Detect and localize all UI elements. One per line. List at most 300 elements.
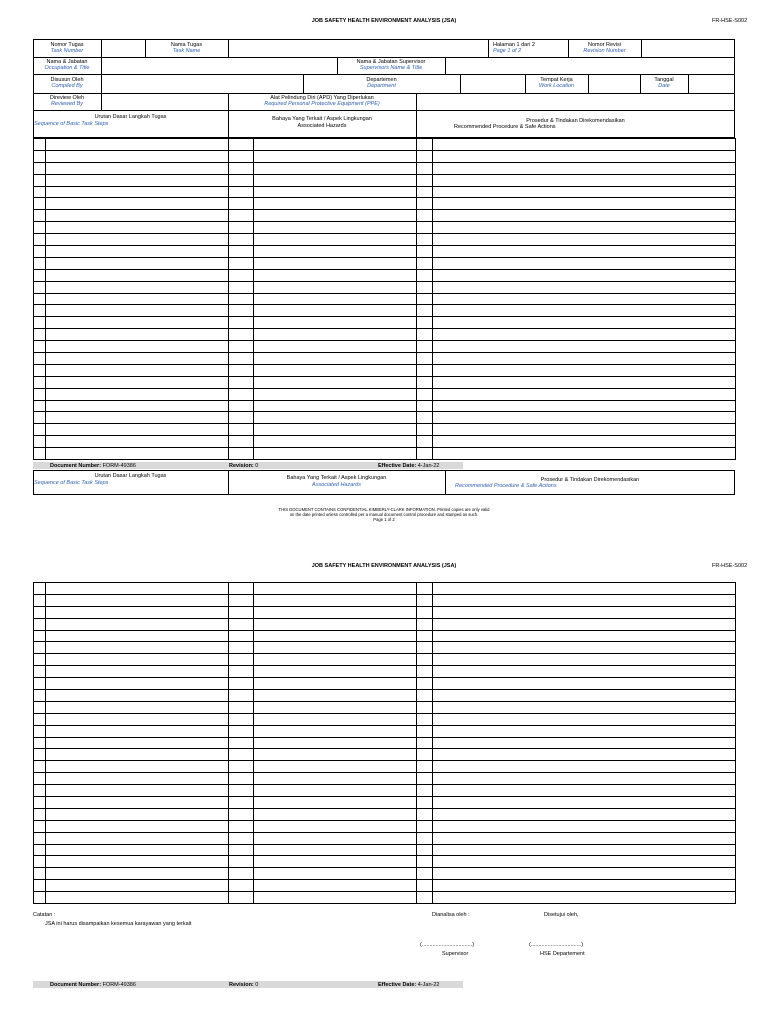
- table-cell[interactable]: [417, 139, 433, 151]
- table-cell[interactable]: [254, 642, 417, 654]
- table-cell[interactable]: [229, 174, 254, 186]
- table-cell[interactable]: [417, 341, 433, 353]
- table-cell[interactable]: [433, 376, 736, 388]
- table-cell[interactable]: [417, 162, 433, 174]
- table-cell[interactable]: [254, 317, 417, 329]
- table-cell[interactable]: [433, 856, 736, 868]
- table-cell[interactable]: [254, 186, 417, 198]
- table-cell[interactable]: [229, 654, 254, 666]
- table-cell[interactable]: [46, 353, 229, 365]
- table-cell[interactable]: [433, 174, 736, 186]
- table-cell[interactable]: [433, 690, 736, 702]
- table-cell[interactable]: [254, 198, 417, 210]
- table-cell[interactable]: [229, 832, 254, 844]
- table-cell[interactable]: [433, 797, 736, 809]
- table-cell[interactable]: [34, 654, 46, 666]
- table-cell[interactable]: [417, 281, 433, 293]
- table-cell[interactable]: [229, 246, 254, 258]
- table-cell[interactable]: [229, 162, 254, 174]
- table-cell[interactable]: [46, 388, 229, 400]
- table-cell[interactable]: [417, 186, 433, 198]
- table-cell[interactable]: [46, 583, 229, 595]
- table-cell[interactable]: [254, 678, 417, 690]
- table-cell[interactable]: [34, 630, 46, 642]
- table-cell[interactable]: [254, 305, 417, 317]
- table-cell[interactable]: [254, 773, 417, 785]
- table-cell[interactable]: [229, 868, 254, 880]
- table-cell[interactable]: [229, 364, 254, 376]
- table-cell[interactable]: [34, 797, 46, 809]
- table-cell[interactable]: [254, 174, 417, 186]
- supervisor-field[interactable]: [446, 58, 734, 73]
- table-cell[interactable]: [254, 281, 417, 293]
- table-cell[interactable]: [417, 701, 433, 713]
- table-cell[interactable]: [417, 797, 433, 809]
- table-cell[interactable]: [254, 761, 417, 773]
- table-cell[interactable]: [254, 353, 417, 365]
- table-cell[interactable]: [417, 400, 433, 412]
- table-cell[interactable]: [46, 880, 229, 892]
- table-cell[interactable]: [46, 618, 229, 630]
- table-cell[interactable]: [254, 329, 417, 341]
- table-cell[interactable]: [254, 749, 417, 761]
- table-cell[interactable]: [34, 690, 46, 702]
- table-cell[interactable]: [433, 701, 736, 713]
- table-cell[interactable]: [46, 654, 229, 666]
- table-cell[interactable]: [46, 424, 229, 436]
- table-cell[interactable]: [229, 198, 254, 210]
- location-field[interactable]: [589, 75, 639, 92]
- table-cell[interactable]: [34, 642, 46, 654]
- table-cell[interactable]: [417, 761, 433, 773]
- table-cell[interactable]: [254, 606, 417, 618]
- table-cell[interactable]: [433, 654, 736, 666]
- table-cell[interactable]: [417, 654, 433, 666]
- table-cell[interactable]: [433, 317, 736, 329]
- table-cell[interactable]: [417, 257, 433, 269]
- table-cell[interactable]: [46, 376, 229, 388]
- table-cell[interactable]: [417, 868, 433, 880]
- table-cell[interactable]: [433, 186, 736, 198]
- table-cell[interactable]: [34, 317, 46, 329]
- table-cell[interactable]: [417, 892, 433, 904]
- table-cell[interactable]: [34, 868, 46, 880]
- table-cell[interactable]: [229, 773, 254, 785]
- table-cell[interactable]: [46, 737, 229, 749]
- table-cell[interactable]: [229, 642, 254, 654]
- table-cell[interactable]: [417, 808, 433, 820]
- task-name-field[interactable]: [229, 40, 487, 56]
- table-cell[interactable]: [229, 606, 254, 618]
- table-cell[interactable]: [229, 749, 254, 761]
- table-cell[interactable]: [433, 234, 736, 246]
- table-cell[interactable]: [254, 388, 417, 400]
- table-cell[interactable]: [46, 594, 229, 606]
- table-cell[interactable]: [34, 583, 46, 595]
- table-cell[interactable]: [433, 892, 736, 904]
- table-cell[interactable]: [229, 388, 254, 400]
- table-cell[interactable]: [34, 198, 46, 210]
- table-cell[interactable]: [34, 400, 46, 412]
- table-cell[interactable]: [229, 341, 254, 353]
- reviewed-field[interactable]: [102, 94, 227, 109]
- table-cell[interactable]: [417, 448, 433, 460]
- table-cell[interactable]: [417, 725, 433, 737]
- table-cell[interactable]: [254, 666, 417, 678]
- table-cell[interactable]: [417, 690, 433, 702]
- table-cell[interactable]: [254, 139, 417, 151]
- table-cell[interactable]: [433, 162, 736, 174]
- table-cell[interactable]: [34, 412, 46, 424]
- table-cell[interactable]: [46, 257, 229, 269]
- table-cell[interactable]: [433, 329, 736, 341]
- table-cell[interactable]: [46, 317, 229, 329]
- table-cell[interactable]: [229, 293, 254, 305]
- table-cell[interactable]: [34, 424, 46, 436]
- table-cell[interactable]: [46, 210, 229, 222]
- table-cell[interactable]: [254, 880, 417, 892]
- table-cell[interactable]: [34, 701, 46, 713]
- table-cell[interactable]: [46, 832, 229, 844]
- table-cell[interactable]: [254, 701, 417, 713]
- table-cell[interactable]: [34, 222, 46, 234]
- table-cell[interactable]: [229, 820, 254, 832]
- table-cell[interactable]: [433, 594, 736, 606]
- table-cell[interactable]: [46, 341, 229, 353]
- table-cell[interactable]: [46, 666, 229, 678]
- table-cell[interactable]: [254, 364, 417, 376]
- compiled-field[interactable]: [102, 75, 302, 92]
- table-cell[interactable]: [46, 234, 229, 246]
- table-cell[interactable]: [417, 618, 433, 630]
- table-cell[interactable]: [254, 618, 417, 630]
- table-cell[interactable]: [254, 713, 417, 725]
- table-cell[interactable]: [433, 198, 736, 210]
- table-cell[interactable]: [254, 820, 417, 832]
- table-cell[interactable]: [417, 737, 433, 749]
- table-cell[interactable]: [34, 246, 46, 258]
- table-cell[interactable]: [254, 856, 417, 868]
- table-cell[interactable]: [229, 761, 254, 773]
- table-cell[interactable]: [417, 606, 433, 618]
- table-cell[interactable]: [417, 388, 433, 400]
- table-cell[interactable]: [254, 594, 417, 606]
- table-cell[interactable]: [417, 198, 433, 210]
- table-cell[interactable]: [34, 329, 46, 341]
- table-cell[interactable]: [417, 749, 433, 761]
- table-cell[interactable]: [433, 222, 736, 234]
- table-cell[interactable]: [34, 448, 46, 460]
- table-cell[interactable]: [46, 174, 229, 186]
- table-cell[interactable]: [46, 773, 229, 785]
- table-cell[interactable]: [433, 618, 736, 630]
- table-cell[interactable]: [433, 642, 736, 654]
- table-cell[interactable]: [433, 761, 736, 773]
- table-cell[interactable]: [229, 400, 254, 412]
- table-cell[interactable]: [46, 281, 229, 293]
- table-cell[interactable]: [433, 785, 736, 797]
- table-cell[interactable]: [229, 666, 254, 678]
- table-cell[interactable]: [46, 713, 229, 725]
- table-cell[interactable]: [46, 701, 229, 713]
- table-cell[interactable]: [433, 773, 736, 785]
- table-cell[interactable]: [417, 785, 433, 797]
- table-cell[interactable]: [433, 808, 736, 820]
- table-cell[interactable]: [34, 234, 46, 246]
- table-cell[interactable]: [229, 329, 254, 341]
- table-cell[interactable]: [46, 150, 229, 162]
- table-cell[interactable]: [229, 186, 254, 198]
- table-cell[interactable]: [417, 773, 433, 785]
- table-cell[interactable]: [433, 210, 736, 222]
- table-cell[interactable]: [46, 749, 229, 761]
- table-cell[interactable]: [229, 234, 254, 246]
- hse-signature[interactable]: (.................................): [529, 942, 584, 948]
- table-cell[interactable]: [433, 388, 736, 400]
- table-cell[interactable]: [229, 785, 254, 797]
- table-cell[interactable]: [433, 583, 736, 595]
- table-cell[interactable]: [46, 198, 229, 210]
- table-cell[interactable]: [254, 257, 417, 269]
- table-cell[interactable]: [417, 150, 433, 162]
- table-cell[interactable]: [417, 317, 433, 329]
- table-cell[interactable]: [34, 737, 46, 749]
- table-cell[interactable]: [46, 797, 229, 809]
- table-cell[interactable]: [34, 376, 46, 388]
- table-cell[interactable]: [417, 234, 433, 246]
- table-cell[interactable]: [254, 293, 417, 305]
- table-cell[interactable]: [46, 436, 229, 448]
- table-cell[interactable]: [229, 856, 254, 868]
- table-cell[interactable]: [433, 269, 736, 281]
- table-cell[interactable]: [229, 305, 254, 317]
- table-cell[interactable]: [433, 353, 736, 365]
- table-cell[interactable]: [229, 448, 254, 460]
- table-cell[interactable]: [433, 139, 736, 151]
- table-cell[interactable]: [46, 868, 229, 880]
- table-cell[interactable]: [46, 162, 229, 174]
- table-cell[interactable]: [433, 293, 736, 305]
- table-cell[interactable]: [46, 808, 229, 820]
- table-cell[interactable]: [229, 678, 254, 690]
- table-cell[interactable]: [229, 376, 254, 388]
- table-cell[interactable]: [34, 761, 46, 773]
- table-cell[interactable]: [229, 713, 254, 725]
- table-cell[interactable]: [229, 150, 254, 162]
- table-cell[interactable]: [229, 583, 254, 595]
- table-cell[interactable]: [417, 424, 433, 436]
- table-cell[interactable]: [34, 388, 46, 400]
- table-cell[interactable]: [34, 257, 46, 269]
- table-cell[interactable]: [254, 341, 417, 353]
- table-cell[interactable]: [34, 892, 46, 904]
- supervisor-signature[interactable]: (.................................): [420, 942, 475, 948]
- table-cell[interactable]: [46, 293, 229, 305]
- table-cell[interactable]: [229, 618, 254, 630]
- table-cell[interactable]: [417, 174, 433, 186]
- table-cell[interactable]: [433, 606, 736, 618]
- table-cell[interactable]: [417, 630, 433, 642]
- table-cell[interactable]: [433, 725, 736, 737]
- department-field[interactable]: [461, 75, 524, 92]
- table-cell[interactable]: [433, 281, 736, 293]
- table-cell[interactable]: [229, 436, 254, 448]
- table-cell[interactable]: [229, 880, 254, 892]
- table-cell[interactable]: [46, 844, 229, 856]
- table-cell[interactable]: [229, 725, 254, 737]
- table-cell[interactable]: [433, 737, 736, 749]
- table-cell[interactable]: [417, 678, 433, 690]
- table-cell[interactable]: [46, 412, 229, 424]
- table-cell[interactable]: [34, 353, 46, 365]
- table-cell[interactable]: [46, 400, 229, 412]
- table-cell[interactable]: [417, 642, 433, 654]
- table-cell[interactable]: [34, 364, 46, 376]
- table-cell[interactable]: [254, 892, 417, 904]
- table-cell[interactable]: [46, 305, 229, 317]
- table-cell[interactable]: [34, 844, 46, 856]
- table-cell[interactable]: [34, 139, 46, 151]
- table-cell[interactable]: [229, 808, 254, 820]
- table-cell[interactable]: [46, 690, 229, 702]
- table-cell[interactable]: [254, 222, 417, 234]
- table-cell[interactable]: [34, 269, 46, 281]
- table-cell[interactable]: [433, 678, 736, 690]
- table-cell[interactable]: [417, 329, 433, 341]
- table-cell[interactable]: [46, 678, 229, 690]
- table-cell[interactable]: [417, 412, 433, 424]
- table-cell[interactable]: [34, 436, 46, 448]
- table-cell[interactable]: [46, 139, 229, 151]
- table-cell[interactable]: [229, 594, 254, 606]
- table-cell[interactable]: [254, 808, 417, 820]
- table-cell[interactable]: [46, 785, 229, 797]
- table-cell[interactable]: [254, 269, 417, 281]
- table-cell[interactable]: [34, 293, 46, 305]
- date-field[interactable]: [689, 75, 734, 92]
- table-cell[interactable]: [433, 412, 736, 424]
- table-cell[interactable]: [254, 844, 417, 856]
- table-cell[interactable]: [34, 618, 46, 630]
- table-cell[interactable]: [254, 424, 417, 436]
- table-cell[interactable]: [417, 436, 433, 448]
- table-cell[interactable]: [417, 880, 433, 892]
- table-cell[interactable]: [433, 832, 736, 844]
- table-cell[interactable]: [417, 305, 433, 317]
- table-cell[interactable]: [254, 412, 417, 424]
- table-cell[interactable]: [417, 583, 433, 595]
- table-cell[interactable]: [433, 666, 736, 678]
- table-cell[interactable]: [34, 856, 46, 868]
- table-cell[interactable]: [229, 139, 254, 151]
- table-cell[interactable]: [229, 412, 254, 424]
- table-cell[interactable]: [46, 856, 229, 868]
- table-cell[interactable]: [46, 725, 229, 737]
- table-cell[interactable]: [34, 162, 46, 174]
- table-cell[interactable]: [254, 832, 417, 844]
- table-cell[interactable]: [34, 594, 46, 606]
- table-cell[interactable]: [433, 400, 736, 412]
- table-cell[interactable]: [46, 642, 229, 654]
- table-cell[interactable]: [229, 269, 254, 281]
- ppe-field[interactable]: [417, 94, 734, 109]
- table-cell[interactable]: [229, 844, 254, 856]
- table-cell[interactable]: [254, 737, 417, 749]
- table-cell[interactable]: [254, 868, 417, 880]
- table-cell[interactable]: [34, 713, 46, 725]
- table-cell[interactable]: [34, 606, 46, 618]
- table-cell[interactable]: [229, 737, 254, 749]
- table-cell[interactable]: [229, 701, 254, 713]
- table-cell[interactable]: [433, 305, 736, 317]
- table-cell[interactable]: [254, 797, 417, 809]
- table-cell[interactable]: [433, 868, 736, 880]
- table-cell[interactable]: [46, 269, 229, 281]
- table-cell[interactable]: [229, 630, 254, 642]
- table-cell[interactable]: [34, 808, 46, 820]
- table-cell[interactable]: [229, 257, 254, 269]
- table-cell[interactable]: [417, 832, 433, 844]
- table-cell[interactable]: [433, 820, 736, 832]
- table-cell[interactable]: [46, 222, 229, 234]
- table-cell[interactable]: [46, 606, 229, 618]
- table-cell[interactable]: [229, 892, 254, 904]
- table-cell[interactable]: [34, 666, 46, 678]
- table-cell[interactable]: [46, 630, 229, 642]
- table-cell[interactable]: [417, 666, 433, 678]
- table-cell[interactable]: [433, 364, 736, 376]
- table-cell[interactable]: [254, 448, 417, 460]
- table-cell[interactable]: [254, 400, 417, 412]
- table-cell[interactable]: [254, 690, 417, 702]
- table-cell[interactable]: [34, 820, 46, 832]
- table-cell[interactable]: [417, 246, 433, 258]
- table-cell[interactable]: [34, 210, 46, 222]
- table-cell[interactable]: [229, 797, 254, 809]
- table-cell[interactable]: [433, 150, 736, 162]
- table-cell[interactable]: [433, 630, 736, 642]
- table-cell[interactable]: [34, 678, 46, 690]
- table-cell[interactable]: [46, 364, 229, 376]
- table-cell[interactable]: [417, 364, 433, 376]
- table-cell[interactable]: [34, 281, 46, 293]
- table-cell[interactable]: [34, 832, 46, 844]
- table-cell[interactable]: [433, 341, 736, 353]
- table-cell[interactable]: [254, 210, 417, 222]
- task-number-field[interactable]: [102, 40, 144, 56]
- table-cell[interactable]: [417, 353, 433, 365]
- table-cell[interactable]: [46, 246, 229, 258]
- table-cell[interactable]: [254, 725, 417, 737]
- table-cell[interactable]: [254, 654, 417, 666]
- table-cell[interactable]: [46, 448, 229, 460]
- table-cell[interactable]: [34, 186, 46, 198]
- table-cell[interactable]: [254, 785, 417, 797]
- table-cell[interactable]: [417, 594, 433, 606]
- table-cell[interactable]: [254, 630, 417, 642]
- table-cell[interactable]: [46, 186, 229, 198]
- table-cell[interactable]: [254, 162, 417, 174]
- table-cell[interactable]: [254, 150, 417, 162]
- table-cell[interactable]: [229, 210, 254, 222]
- table-cell[interactable]: [433, 880, 736, 892]
- table-cell[interactable]: [433, 713, 736, 725]
- table-cell[interactable]: [46, 329, 229, 341]
- table-cell[interactable]: [417, 210, 433, 222]
- table-cell[interactable]: [34, 785, 46, 797]
- table-cell[interactable]: [433, 246, 736, 258]
- table-cell[interactable]: [433, 257, 736, 269]
